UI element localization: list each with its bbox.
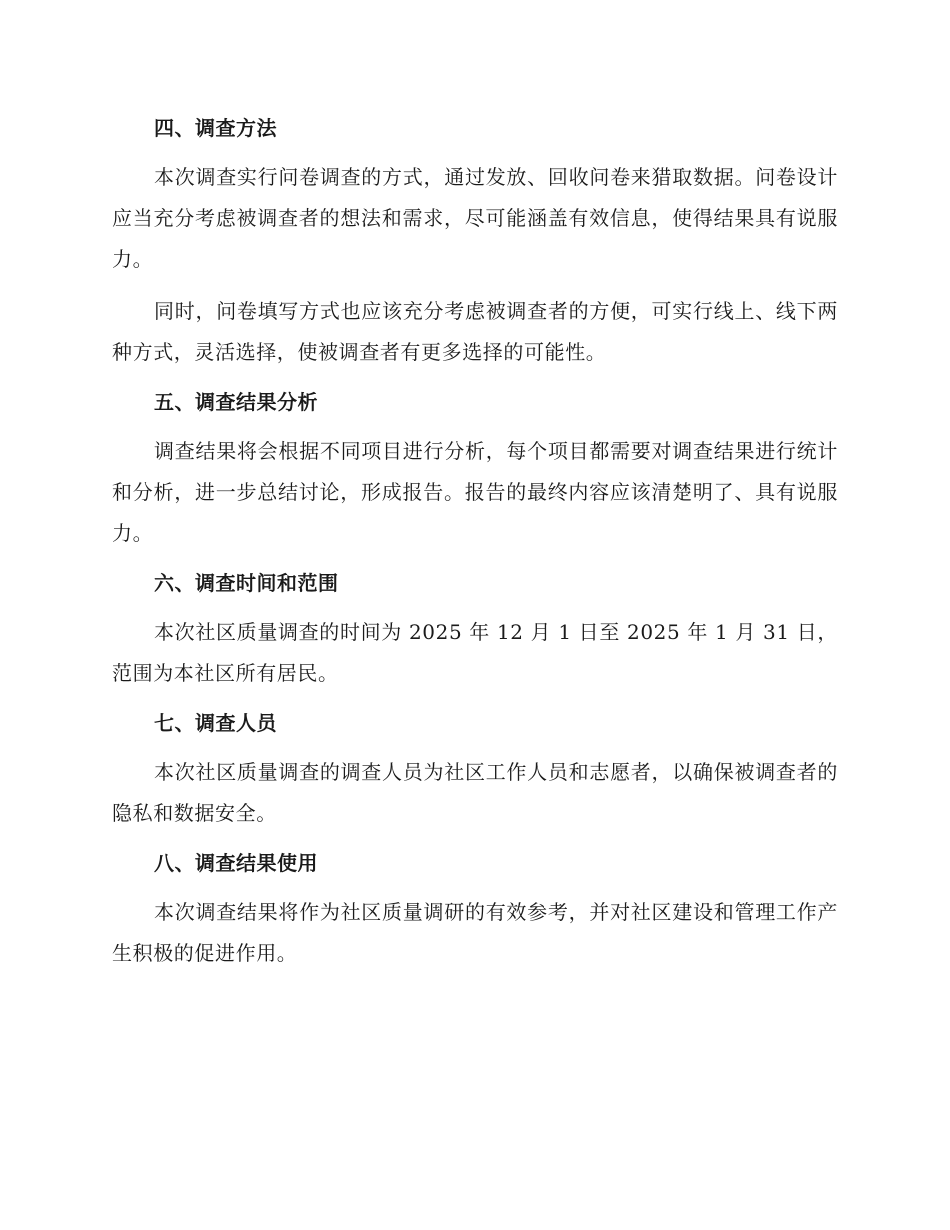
paragraph-methods-1: 本次调查实行问卷调查的方式，通过发放、回收问卷来猎取数据。问卷设计应当充分考虑被调查者的想法和需求，尽可能涵盖有效信息，使得结果具有说服力。 bbox=[112, 165, 838, 271]
section-heading-time-scope: 六、调查时间和范围 bbox=[154, 571, 339, 595]
paragraph-usage-1: 本次调查结果将作为社区质量调研的有效参考，并对社区建设和管理工作产生积极的促进作用。 bbox=[112, 900, 838, 965]
paragraph-analysis-1: 调查结果将会根据不同项目进行分析，每个项目都需要对调查结果进行统计和分析，进一步总结讨论，形成报告。报告的最终内容应该清楚明了、具有说服力。 bbox=[112, 439, 838, 545]
section-heading-usage: 八、调查结果使用 bbox=[154, 851, 318, 875]
section-heading-methods: 四、调查方法 bbox=[154, 116, 277, 140]
paragraph-time-scope-1: 本次社区质量调查的时间为 2025 年 12 月 1 日至 2025 年 1 月 31 日，范围为本社区所有居民。 bbox=[112, 620, 838, 685]
section-heading-personnel: 七、调查人员 bbox=[154, 711, 277, 735]
paragraph-personnel-1: 本次社区质量调查的调查人员为社区工作人员和志愿者，以确保被调查者的隐私和数据安全。 bbox=[112, 760, 838, 825]
section-heading-analysis: 五、调查结果分析 bbox=[154, 390, 318, 414]
paragraph-methods-2: 同时，问卷填写方式也应该充分考虑被调查者的方便，可实行线上、线下两种方式，灵活选择，使被调查者有更多选择的可能性。 bbox=[112, 299, 838, 364]
